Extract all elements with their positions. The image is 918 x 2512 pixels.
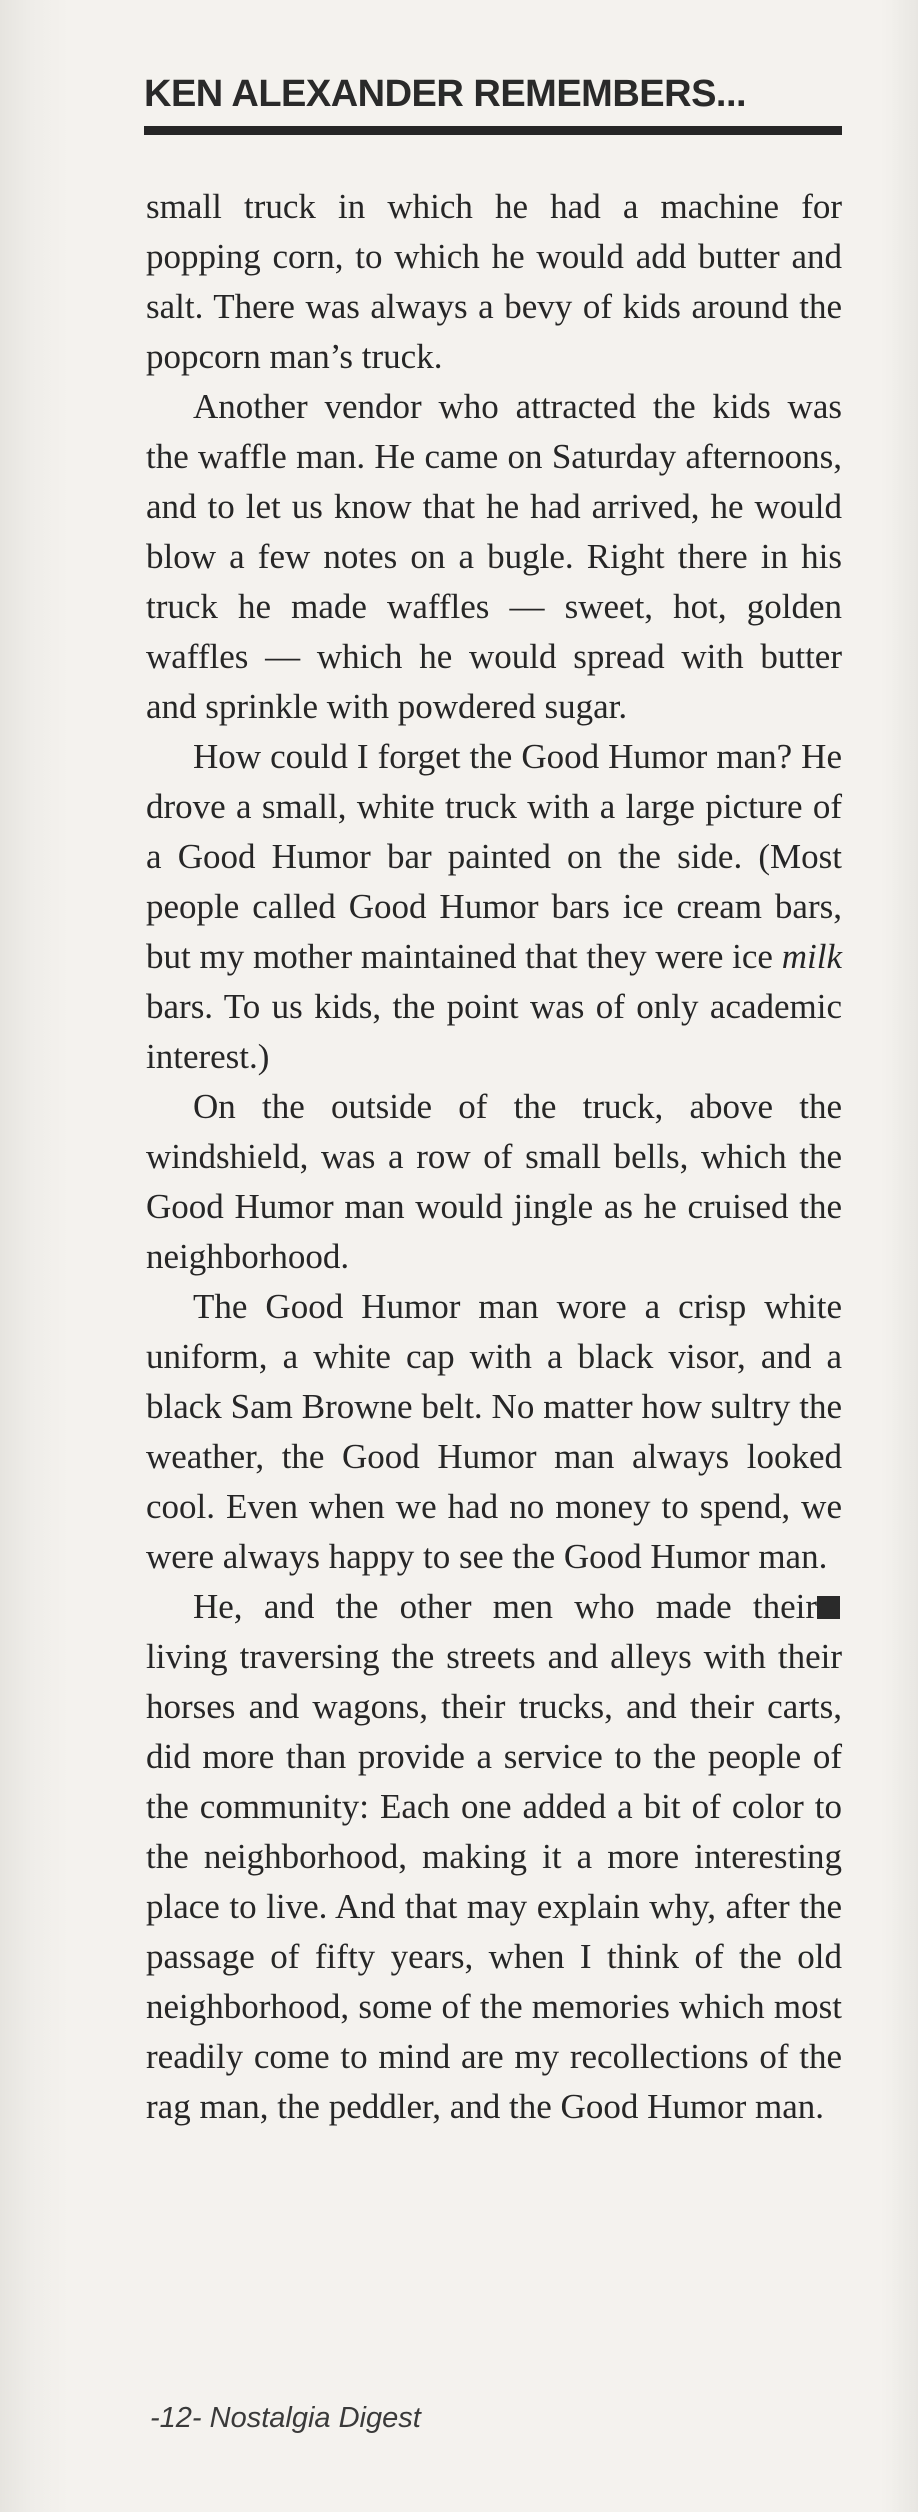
paragraph-6-text: He, and the other men who made their living traversing the streets and alleys with their horses and wagons, their trucks, and their carts, did more than provide a service to the people of the community: Each one added a bit of color to the neighborhood, making it a more interesting place to live. And that may explain why, after the passage of fifty years, when I think of the old neighborhood, some of the memories which most readily come to mind are my recollections of the rag man, the peddler, and the Good Humor man. <box>146 1587 842 2126</box>
page-footer: -12- Nostalgia Digest <box>150 2402 421 2434</box>
paragraph-5: The Good Humor man wore a crisp white uniform, a white cap with a black visor, and a black Sam Browne belt. No matter how sultry the weather, the Good Humor man always looked cool. Even when we had no money to spend, we were always happy to see the Good Humor man. <box>146 1287 842 1576</box>
paragraph-3-text-after: bars. To us kids, the point was of only academic interest.) <box>146 987 842 1076</box>
header-rule <box>144 126 842 135</box>
paragraph-3-emphasis: milk <box>781 937 842 976</box>
paragraph-3-text-before: How could I forget the Good Humor man? He drove a small, white truck with a large picture of a Good Humor bar painted on the side. (Most people called Good Humor bars ice cream bars, but my mother maintained that they were ice <box>146 737 842 976</box>
paragraph-1: small truck in which he had a machine for popping corn, to which he would add butter and salt. There was always a bevy of kids around the popcorn man’s truck. <box>146 187 842 376</box>
page-edge-right <box>878 0 918 2512</box>
column-title: KEN ALEXANDER REMEMBERS... <box>144 73 747 115</box>
paragraph-2: Another vendor who attracted the kids was the waffle man. He came on Saturday afternoons, and to let us know that he had arrived, he would blow a few notes on a bugle. Right there in his truck he made waffles — sweet, hot, golden waffles — which he would spread with butter and sprinkle with powdered sugar. <box>146 387 842 726</box>
paragraph-6 <box>146 1582 842 2132</box>
article-body <box>146 182 842 2132</box>
page-edge-left <box>0 0 70 2512</box>
column-header <box>144 70 842 135</box>
paragraph-4: On the outside of the truck, above the windshield, was a row of small bells, which the Good Humor man would jingle as he cruised the neighborhood. <box>146 1087 842 1276</box>
end-of-article-mark <box>817 1596 840 1619</box>
paragraph-3 <box>146 732 842 1082</box>
